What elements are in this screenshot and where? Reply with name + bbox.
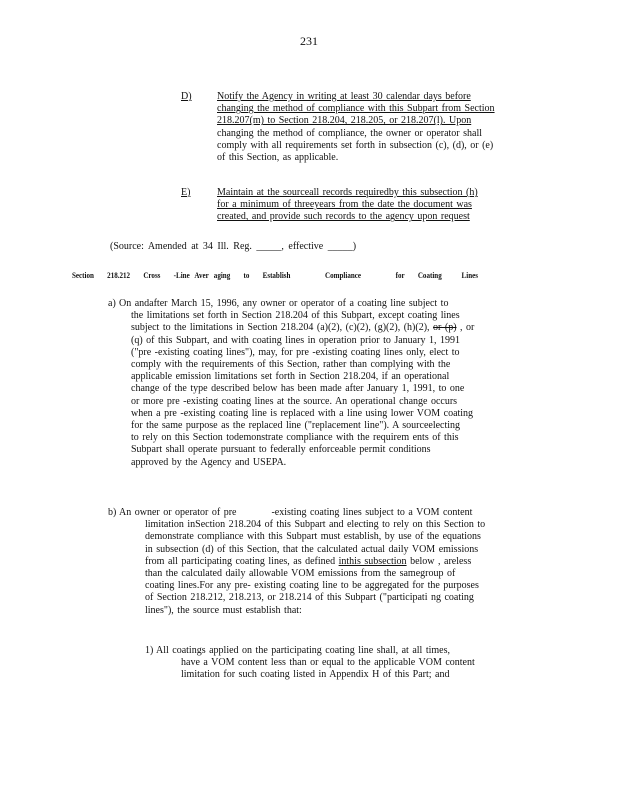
para-a-line: to rely on this Section todemonstrate compliance with the requirem ents of this <box>131 432 459 444</box>
para-a-strike-line <box>131 322 474 334</box>
heading-word: to <box>243 270 250 280</box>
section-number: 218.212 <box>107 270 131 280</box>
item-e-line: for a minimum of threeyears from the date the document was <box>217 199 472 211</box>
para-a-line: comply with the requirements of this Section, rather than complying with the <box>131 359 451 370</box>
para-b-line: coating lines.For any pre- existing coating line to be aggregated for the purposes <box>145 580 479 592</box>
para-a-line: when a pre -existing coating line is replaced with a line using lower VOM coating <box>131 407 474 419</box>
para-b1-line: limitation for such coating listed in Appendix H of this Part; and <box>181 669 450 681</box>
para-a-strike-prefix: subject to the limitations in Section 218.204 (a)(2), (c)(2), (g)(2), (h)(2), <box>131 322 434 334</box>
item-d-line: changing the method of compliance, the owner or operator shall <box>217 127 483 139</box>
para-a-strike-suffix: , or <box>456 322 475 334</box>
para-b-line: demonstrate compliance with this Subpart must establish, by use of the equations <box>145 531 481 543</box>
section-label: Section <box>72 270 94 280</box>
heading-word: Aver <box>194 270 209 280</box>
para-b-line: than the calculated daily allowable VOM emissions from the samegroup of <box>145 568 456 579</box>
para-a-line: ("pre -existing coating lines"), may, for pre -existing coating lines only, elect to <box>131 346 460 358</box>
para-a-line: change of the type described below has been made after January 1, 1991, to one <box>131 383 465 395</box>
heading-word: Cross <box>143 270 161 280</box>
heading-word: Establish <box>262 270 291 280</box>
para-b-line: of Section 218.212, 218.213, or 218.214 of this Subpart ("participati ng coating <box>145 592 474 604</box>
para-b1-line: have a VOM content less than or equal to the applicable VOM content <box>181 657 475 669</box>
item-d-line: 218.207(m) to Section 218.204, 218.205, or 218.207(l). Upon <box>217 115 472 127</box>
para-b-line: An owner or operator of pre -existing coating lines subject to a VOM content <box>119 507 473 518</box>
item-e-marker: E) <box>181 187 191 198</box>
deleted-text: or (p) <box>433 322 457 334</box>
source-note: (Source: Amended at 34 Ill. Reg. _____, effective _____) <box>110 241 357 252</box>
para-b1-text <box>181 657 475 681</box>
para-a-line: (q) of this Subpart, and with coating lines in operation prior to January 1, 1991 <box>131 334 460 346</box>
para-a-line: for the same purpose as the replaced line ("replacement line"). A sourceelecting <box>131 420 461 432</box>
para-b1-line: All coatings applied on the participating coating line shall, at all times, <box>156 645 450 656</box>
item-e-line: Maintain at the sourceall records requiredby this subsection (h) <box>217 187 478 198</box>
item-e-text <box>217 187 478 224</box>
inserted-text: inthis subsection <box>338 555 407 567</box>
item-d-text <box>217 91 495 164</box>
heading-word: Coating <box>417 270 442 280</box>
para-b1-first-line <box>156 645 450 657</box>
heading-word: -Line <box>173 270 190 280</box>
page-number: 231 <box>300 34 318 48</box>
para-b1-label: 1) <box>145 645 154 656</box>
para-a-first-line <box>119 298 448 310</box>
heading-word: aging <box>213 270 231 280</box>
para-b-first-line <box>119 507 472 519</box>
para-b-underline-prefix: from all participating coating lines, as defined <box>145 555 339 567</box>
para-a-line: or more pre -existing coating lines at the source. An operational change occurs <box>131 395 458 407</box>
item-d-marker: D) <box>181 91 192 102</box>
para-b-line: in subsection (d) of this Section, that the calculated actual daily VOM emissions <box>145 543 479 555</box>
para-b-underline-suffix: below , areless <box>406 555 472 567</box>
heading-word: for <box>395 270 405 280</box>
para-a-line: the limitations set forth in Section 218.204 of this Subpart, except coating lines <box>131 310 460 322</box>
para-a-line: Subpart shall operate pursuant to federally enforceable permit conditions <box>131 444 431 456</box>
para-a-text <box>131 310 474 469</box>
item-d-line: changing the method of compliance with this Subpart from Section <box>217 103 495 115</box>
section-heading <box>72 270 489 280</box>
para-a-line: applicable emission limitations set forth in Section 218.204, if an operational <box>131 371 450 383</box>
para-a-line: On andafter March 15, 1996, any owner or operator of a coating line subject to <box>119 298 449 309</box>
para-a-label: a) <box>108 298 116 309</box>
para-b-line: lines"), the source must establish that: <box>145 604 302 616</box>
item-d-line: Notify the Agency in writing at least 30 calendar days before <box>217 91 471 102</box>
item-d-line: comply with all requirements set forth in subsection (c), (d), or (e) <box>217 139 494 151</box>
para-b-line: limitation inSection 218.204 of this Subpart and electing to rely on this Section to <box>145 519 486 531</box>
item-e-line: created, and provide such records to the agency upon request <box>217 211 470 223</box>
heading-word: Lines <box>461 270 479 280</box>
para-a-line: approved by the Agency and USEPA. <box>131 456 287 468</box>
item-d-line: of this Section, as applicable. <box>217 152 339 164</box>
para-b-text <box>145 519 485 617</box>
heading-word: Compliance <box>325 270 362 280</box>
para-b-label: b) <box>108 507 117 518</box>
para-b-underline-line <box>145 556 485 568</box>
